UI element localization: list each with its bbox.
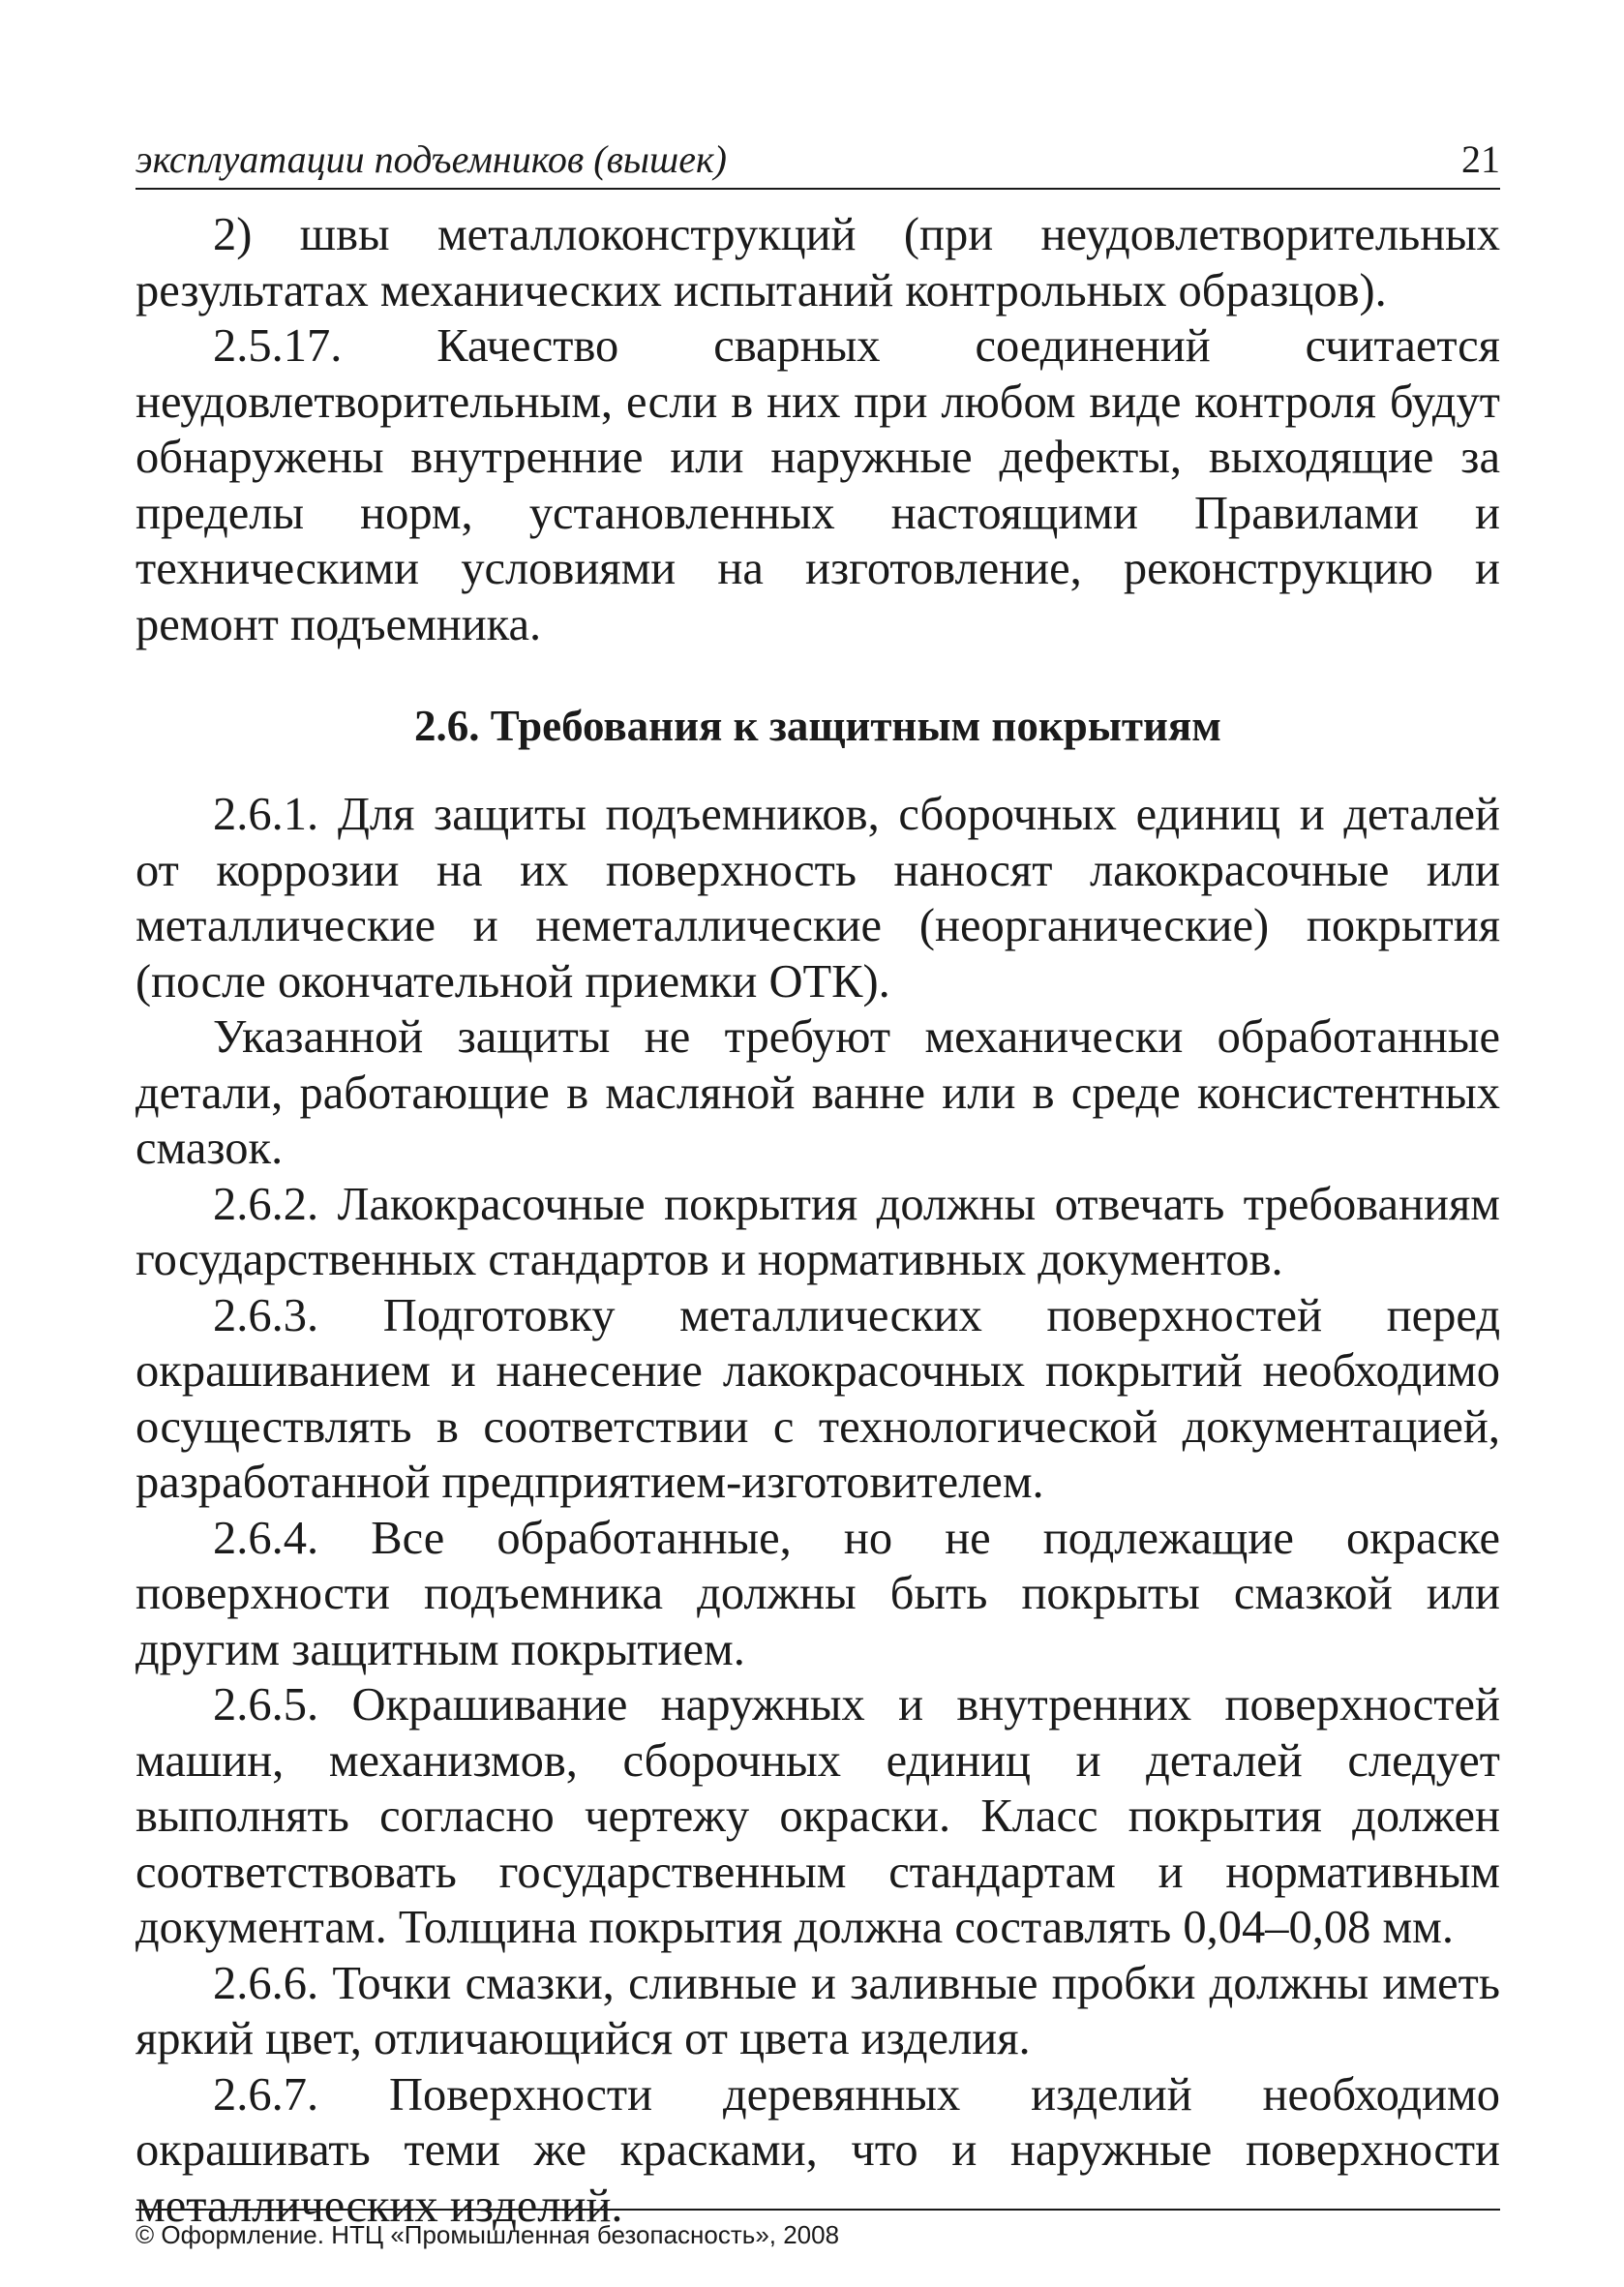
paragraph: 2.6.4. Все обработанные, но не подлежащие окраске поверхности подъемника должны быть покрыты смазкой или другим защитным покрытием. [135,1512,1500,1675]
section-heading: 2.6. Требования к защитным покрытиям [414,702,1221,750]
paragraph: 2.6.6. Точки смазки, сливные и заливные пробки должны иметь яркий цвет, отличающийся от цвета изделия. [135,1957,1500,2064]
paragraph: 2.6.7. Поверхности деревянных изделий необходимо окрашивать теми же красками, что и наружные поверхности металлических изделий. [135,2068,1500,2232]
body-text [135,207,1500,2234]
paragraph: 2.6.5. Окрашивание наружных и внутренних поверхностей машин, механизмов, сборочных единиц и деталей следует выполнять согласно чертежу окраски. Класс покрытия должен соответствовать государственным стандартам и нормативным документам. Толщина покрытия должна составлять 0,04–0,08 мм. [135,1679,1500,1953]
paragraph: Указанной защиты не требуют механически обработанные детали, работающие в масляной ванне или в среде консистентных смазок. [135,1011,1500,1174]
paragraph: 2.5.17. Качество сварных соединений считается неудовлетворительным, если в них при любом виде контроля будут обнаружены внутренние или наружные дефекты, выходящие за пределы норм, установленных настоящими Правилами и техническими условиями на изготовление, реконструкцию и ремонт подъемника. [135,320,1500,650]
paragraph: 2) швы металлоконструкций (при неудовлетворительных результатах механических испытаний контрольных образцов). [135,209,1500,316]
footer-divider [135,2209,1500,2211]
paragraph: 2.6.2. Лакокрасочные покрытия должны отвечать требованиям государственных стандартов и нормативных документов. [135,1178,1500,1285]
running-header-title: эксплуатации подъемников (вышек) [135,137,727,181]
running-header [135,126,1500,190]
document-page [135,126,1500,2234]
paragraph: 2.6.3. Подготовку металлических поверхностей перед окрашиванием и нанесение лакокрасочных покрытий необходимо осуществлять в соответствии с технологической документацией, разработанной предприятием-изготовителем. [135,1289,1500,1508]
footer-copyright: © Оформление. НТЦ «Промышленная безопасность», 2008 [135,2220,840,2249]
page-footer [135,2209,1500,2250]
page-number: 21 [1461,137,1500,181]
paragraph: 2.6.1. Для защиты подъемников, сборочных единиц и деталей от коррозии на их поверхность наносят лакокрасочные или металлические и неметаллические (неорганические) покрытия (после окончательной приемки ОТК). [135,789,1500,1008]
